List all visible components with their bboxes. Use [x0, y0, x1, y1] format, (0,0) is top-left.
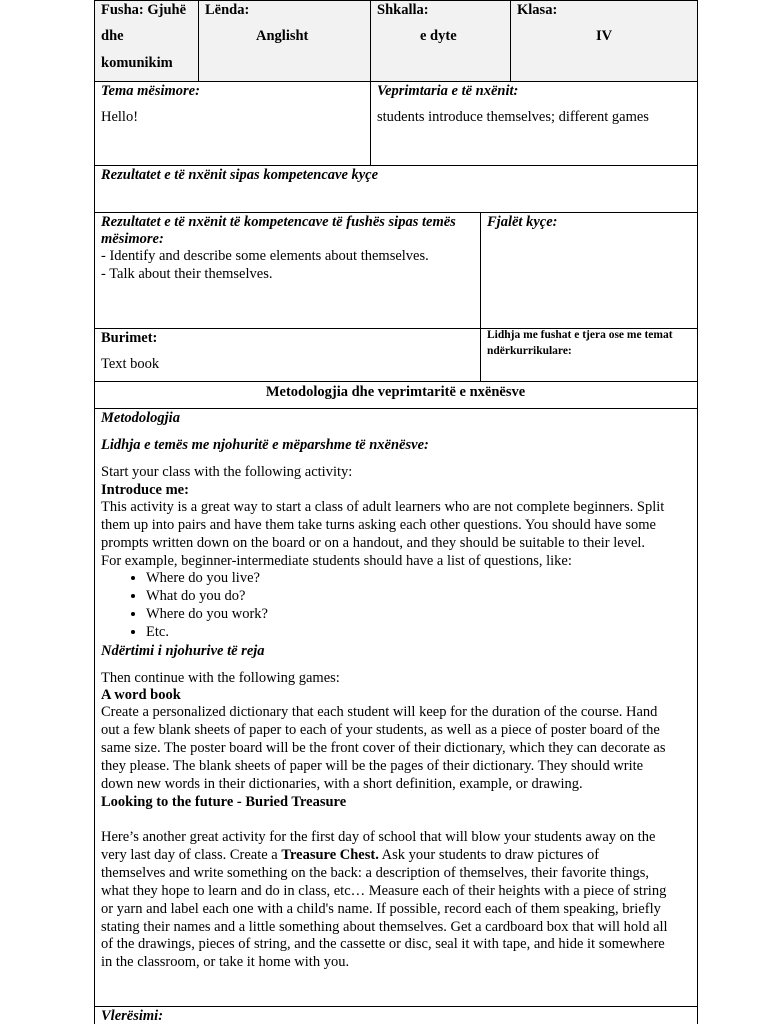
table-border [94, 0, 95, 1024]
list-item: • What do you do? [146, 588, 268, 606]
table-border [370, 0, 371, 165]
paragraph-line: prompts written down on the board or on a handout, and they should be suitable to their level. [101, 534, 646, 551]
lenda-label: Lënda: [205, 2, 250, 18]
lidhja-fushat-label-2: ndërkurrikulare: [487, 345, 572, 357]
paragraph-line: Create a personalized dictionary that each student will keep for the duration of the course. Hand [101, 704, 658, 720]
paragraph-line: For example, beginner-intermediate students should have a list of questions, like: [101, 552, 572, 569]
veprimtaria-value: students introduce themselves; different games [377, 109, 649, 125]
treasure-chest-text: Treasure Chest. [281, 846, 379, 863]
tema-value: Hello! [101, 109, 139, 125]
list-item: • Where do you live? [146, 570, 268, 588]
metodologjia-header: Metodologjia dhe veprimtaritë e nxënësve [265, 384, 526, 400]
treasure-title: Looking to the future - Buried Treasure [101, 794, 347, 810]
rezultatet-kyce-label: Rezultatet e të nxënit sipas kompetencave kyçe [101, 167, 379, 183]
paragraph-line: stating their names and a little something about themselves. Get a cardboard box that will hold all [101, 918, 668, 935]
paragraph-line: This activity is a great way to start a class of adult learners who are not complete beginners. Split [101, 499, 665, 515]
tema-label: Tema mësimore: [101, 83, 200, 99]
metodologjia-heading: Metodologjia [101, 410, 180, 426]
table-border [510, 0, 511, 81]
word-book-title: A word book [101, 687, 181, 703]
rezultatet-fushes-label-2: mësimore: [101, 231, 164, 247]
text-run: very last day of class. Create a [101, 846, 282, 863]
table-border [94, 1006, 698, 1007]
paragraph-line: them up into pairs and have them take turns asking each other questions. You should have some [101, 516, 656, 533]
text-run: Ask your students to draw pictures of [378, 846, 600, 863]
lenda-value: Anglisht [256, 28, 309, 44]
table-border [697, 0, 698, 1024]
treasure-paragraph [101, 829, 693, 972]
start-text: Start your class with the following activity: [101, 464, 353, 480]
continue-text: Then continue with the following games: [101, 670, 340, 686]
table-border [94, 381, 698, 382]
rezultatet-fushes-label: Rezultatet e të nxënit të kompetencave të fushës sipas temës [101, 214, 456, 230]
lidhja-temes-heading: Lidhja e temës me njohuritë e mëparshme të nxënësve: [101, 437, 429, 453]
table-border [480, 212, 481, 381]
table-border [198, 0, 199, 81]
introduce-title: Introduce me: [101, 482, 189, 498]
paragraph-line: down new words in their dictionaries, with a short definition, example, or drawing. [101, 775, 583, 792]
paragraph-line [101, 847, 693, 865]
list-item: • Where do you work? [146, 606, 268, 624]
paragraph-line: what they hope to learn and do in class, etc… Measure each of their heights with a piece of string [101, 882, 667, 899]
paragraph-line: they please. The blank sheets of paper will be the pages of their dictionary. They should write [101, 757, 644, 774]
shkalla-label: Shkalla: [377, 2, 429, 18]
table-border [94, 408, 698, 409]
fjalet-kyce-label: Fjalët kyçe: [487, 214, 558, 230]
question-list [101, 570, 268, 642]
paragraph-line: or yarn and label each one with a child's name. If possible, record each of them speaking, briefly [101, 900, 661, 917]
paragraph-line: same size. The poster board will be the front cover of their dictionary, which they can decorate as [101, 739, 666, 756]
list-item: • Etc. [146, 624, 268, 642]
klasa-value: IV [596, 28, 613, 44]
rezultatet-item: - Talk about their themselves. [101, 266, 273, 282]
vleresimi-label: Vlerësimi: [101, 1008, 164, 1024]
fusha-line2: dhe [101, 28, 124, 44]
paragraph-line: themselves and write something on the back: a description of themselves, their favorite things, [101, 864, 650, 881]
veprimtaria-label: Veprimtaria e të nxënit: [377, 83, 519, 99]
ndertimi-heading: Ndërtimi i njohurive të reja [101, 643, 265, 659]
paragraph-line: Here’s another great activity for the first day of school that will blow your students away on the [101, 829, 656, 845]
fusha-line3: komunikim [101, 55, 173, 71]
lidhja-fushat-label: Lidhja me fushat e tjera ose me temat [487, 329, 673, 341]
paragraph-line: of the drawings, pieces of string, and the cassette or disc, seal it with tape, and hide it somewhere [101, 936, 665, 953]
fusha-label: Fusha: Gjuhë [101, 2, 187, 18]
paragraph-line: out a few blank sheets of paper to each of your students, as well as a piece of poster board of the [101, 721, 660, 738]
klasa-label: Klasa: [517, 2, 558, 18]
burimet-label: Burimet: [101, 330, 158, 346]
burimet-value: Text book [101, 356, 160, 372]
rezultatet-item: - Identify and describe some elements about themselves. [101, 248, 429, 264]
shkalla-value: e dyte [420, 28, 457, 44]
word-book-paragraph [101, 704, 693, 794]
introduce-paragraph [101, 499, 693, 571]
paragraph-line: in the classroom, or take it home with you. [101, 954, 350, 971]
